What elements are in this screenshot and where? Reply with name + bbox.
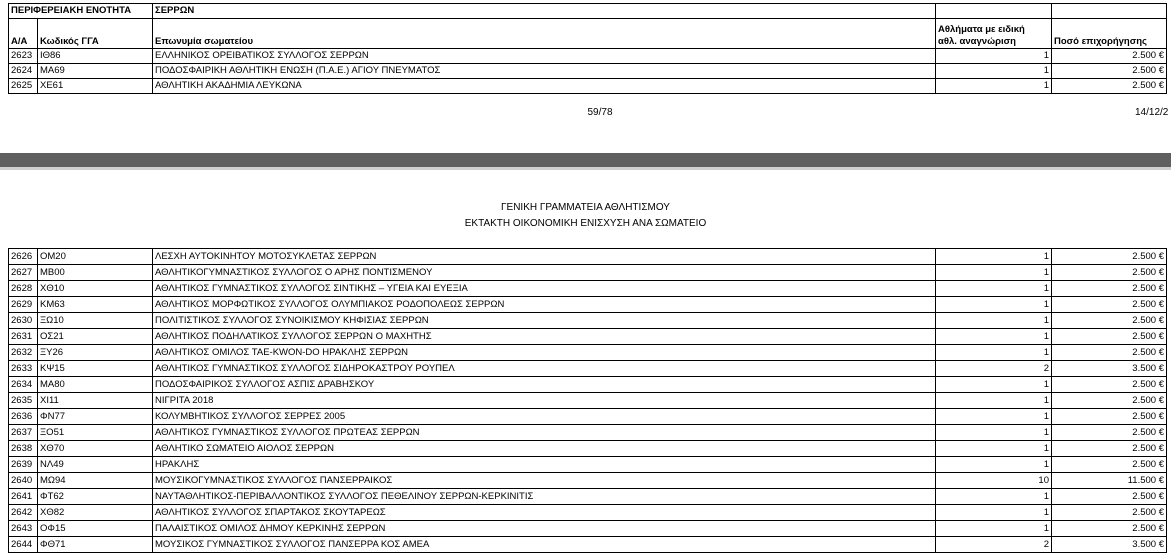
cell-sports: 2 [936,537,1052,553]
document-subtitle: ΕΚΤΑΚΤΗ ΟΙΚΟΝΟΜΙΚΗ ΕΝΙΣΧΥΣΗ ΑΝΑ ΣΩΜΑΤΕΙΟ [464,218,707,229]
cell-name: ΑΘΛΗΤΙΚΟΓΥΜΝΑΣΤΙΚΟΣ ΣΥΛΛΟΓΟΣ Ο ΑΡΗΣ ΠΟΝΤΙΣΜΕΝΟΥ [153,265,936,281]
cell-aa: 2625 [9,79,38,94]
header-name: Επωνυμία σωματείου [153,19,936,49]
table-row [9,297,1167,313]
cell-amount: 2.500 € [1052,313,1167,329]
cell-sports: 1 [936,441,1052,457]
cell-code: ΟΣ21 [38,329,153,345]
cell-name: ΑΘΛΗΤΙΚΟΣ ΠΟΔΗΛΑΤΙΚΟΣ ΣΥΛΛΟΓΟΣ ΣΕΡΡΩΝ Ο ΜΑΧΗΤΗΣ [153,329,936,345]
cell-amount: 2.500 € [1052,249,1167,265]
cell-aa: 2623 [9,49,38,64]
table-row [9,393,1167,409]
cell-sports: 1 [936,457,1052,473]
cell-aa: 2642 [9,505,38,521]
table-row [9,505,1167,521]
header-sports-line1: Αθλήματα με ειδική [938,24,1025,35]
cell-code: ΧΙ11 [38,393,153,409]
header-amount: Ποσό επιχορήγησης [1052,19,1167,49]
cell-code: ΦΤ62 [38,489,153,505]
header-row [9,19,1167,49]
cell-name: ΠΟΔΟΣΦΑΙΡΙΚΟΣ ΣΥΛΛΟΓΟΣ ΑΣΠΙΣ ΔΡΑΒΗΣΚΟΥ [153,377,936,393]
cell-name: ΑΘΛΗΤΙΚΟΣ ΜΟΡΦΩΤΙΚΟΣ ΣΥΛΛΟΓΟΣ ΟΛΥΜΠΙΑΚΟΣ ΡΟΔΟΠΟΛΕΩΣ ΣΕΡΡΩΝ [153,297,936,313]
page-59-rows [9,49,1167,94]
cell-aa: 2637 [9,425,38,441]
cell-name: ΠΑΛΑΙΣΤΙΚΟΣ ΟΜΙΛΟΣ ΔΗΜΟΥ ΚΕΡΚΙΝΗΣ ΣΕΡΡΩΝ [153,521,936,537]
cell-code: ΧΘ82 [38,505,153,521]
cell-amount: 2.500 € [1052,64,1167,79]
cell-name: ΑΘΛΗΤΙΚΟΣ ΓΥΜΝΑΣΤΙΚΟΣ ΣΥΛΛΟΓΟΣ ΣΙΝΤΙΚΗΣ – ΥΓΕΙΑ ΚΑΙ ΕΥΕΞΙΑ [153,281,936,297]
cell-aa: 2639 [9,457,38,473]
table-row [9,521,1167,537]
cell-sports: 1 [936,425,1052,441]
cell-name: ΕΛΛΗΝΙΚΟΣ ΟΡΕΙΒΑΤΙΚΟΣ ΣΥΛΛΟΓΟΣ ΣΕΡΡΩΝ [153,49,936,64]
print-date: 14/12/2 [1135,107,1169,118]
table-row [9,489,1167,505]
cell-amount: 2.500 € [1052,505,1167,521]
cell-name: ΑΘΛΗΤΙΚΟΣ ΟΜΙΛΟΣ ΤΑΕ-KWON-DO ΗΡΑΚΛΗΣ ΣΕΡΡΩΝ [153,345,936,361]
cell-aa: 2634 [9,377,38,393]
region-row [9,4,1167,19]
cell-amount: 2.500 € [1052,489,1167,505]
cell-sports: 1 [936,249,1052,265]
table-row [9,64,1167,79]
cell-name: ΑΘΛΗΤΙΚΟΣ ΓΥΜΝΑΣΤΙΚΟΣ ΣΥΛΛΟΓΟΣ ΣΙΔΗΡΟΚΑΣΤΡΟΥ ΡΟΥΠΕΛ [153,361,936,377]
cell-aa: 2641 [9,489,38,505]
region-value: ΣΕΡΡΩΝ [153,4,936,19]
cell-sports: 2 [936,361,1052,377]
cell-name: ΑΘΛΗΤΙΚΗ ΑΚΑΔΗΜΙΑ ΛΕΥΚΩΝΑ [153,79,936,94]
cell-amount: 2.500 € [1052,297,1167,313]
cell-code: ΧΘ70 [38,441,153,457]
cell-code: ΜΒ00 [38,265,153,281]
cell-code: ΧΘ10 [38,281,153,297]
cell-name: ΠΟΛΙΤΙΣΤΙΚΟΣ ΣΥΛΛΟΓΟΣ ΣΥΝΟΙΚΙΣΜΟΥ ΚΗΦΙΣΙΑΣ ΣΕΡΡΩΝ [153,313,936,329]
table-row [9,79,1167,94]
cell-name: ΜΟΥΣΙΚΟΣ ΓΥΜΝΑΣΤΙΚΟΣ ΣΥΛΛΟΓΟΣ ΠΑΝΣΕΡΡΑ ΚΟΣ ΑΜΕΑ [153,537,936,553]
cell-name: ΝΑΥΤΑΘΛΗΤΙΚΟΣ-ΠΕΡΙΒΑΛΛΟΝΤΙΚΟΣ ΣΥΛΛΟΓΟΣ ΠΕΘΕΛΙΝΟΥ ΣΕΡΡΩΝ-ΚΕΡΚΙΝΙΤΙΣ [153,489,936,505]
page-separator [0,153,1171,167]
cell-aa: 2626 [9,249,38,265]
cell-amount: 2.500 € [1052,49,1167,64]
cell-name: ΚΟΛΥΜΒΗΤΙΚΟΣ ΣΥΛΛΟΓΟΣ ΣΕΡΡΕΣ 2005 [153,409,936,425]
header-sports-line2: αθλ. αναγνώριση [938,36,1016,47]
table-row [9,441,1167,457]
cell-code: ΙΘ86 [38,49,153,64]
cell-sports: 1 [936,79,1052,94]
clubs-table-page-60 [8,248,1167,553]
cell-amount: 2.500 € [1052,409,1167,425]
header-sports [936,19,1052,49]
cell-code: ΜΑ69 [38,64,153,79]
cell-name: ΜΟΥΣΙΚΟΓΥΜΝΑΣΤΙΚΟΣ ΣΥΛΛΟΓΟΣ ΠΑΝΣΕΡΡΑΙΚΟΣ [153,473,936,489]
cell-aa: 2627 [9,265,38,281]
cell-name: ΗΡΑΚΛΗΣ [153,457,936,473]
cell-code: ΦΘ71 [38,537,153,553]
region-label: ΠΕΡΙΦΕΡΕΙΑΚΗ ΕΝΟΤΗΤΑ [9,4,153,19]
table-row [9,473,1167,489]
cell-code: ΟΜ20 [38,249,153,265]
cell-aa: 2635 [9,393,38,409]
cell-aa: 2636 [9,409,38,425]
cell-name: ΠΟΔΟΣΦΑΙΡΙΚΗ ΑΘΛΗΤΙΚΗ ΕΝΩΣΗ (Π.Α.Ε.) ΑΓΙΟΥ ΠΝΕΥΜΑΤΟΣ [153,64,936,79]
cell-code: ΚΜ63 [38,297,153,313]
table-row [9,281,1167,297]
cell-amount: 2.500 € [1052,393,1167,409]
cell-sports: 1 [936,64,1052,79]
table-row [9,249,1167,265]
cell-aa: 2638 [9,441,38,457]
cell-sports: 1 [936,329,1052,345]
cell-aa: 2643 [9,521,38,537]
cell-amount: 2.500 € [1052,329,1167,345]
table-row [9,457,1167,473]
cell-amount: 11.500 € [1052,473,1167,489]
cell-sports: 1 [936,377,1052,393]
page-separator-shadow [0,167,1171,170]
cell-sports: 10 [936,473,1052,489]
table-row [9,329,1167,345]
cell-aa: 2628 [9,281,38,297]
cell-code: ΜΑ80 [38,377,153,393]
cell-code: ΞΥ26 [38,345,153,361]
cell-name: ΑΘΛΗΤΙΚΟ ΣΩΜΑΤΕΙΟ ΑΙΟΛΟΣ ΣΕΡΡΩΝ [153,441,936,457]
table-row [9,409,1167,425]
cell-aa: 2624 [9,64,38,79]
cell-sports: 1 [936,409,1052,425]
cell-aa: 2631 [9,329,38,345]
cell-name: ΛΕΣΧΗ ΑΥΤΟΚΙΝΗΤΟΥ ΜΟΤΟΣΥΚΛΕΤΑΣ ΣΕΡΡΩΝ [153,249,936,265]
cell-sports: 1 [936,265,1052,281]
document-title: ΓΕΝΙΚΗ ΓΡΑΜΜΑΤΕΙΑ ΑΘΛΗΤΙΣΜΟΥ [501,202,670,213]
table-row [9,313,1167,329]
table-row [9,377,1167,393]
cell-amount: 2.500 € [1052,345,1167,361]
cell-code: ΚΨ15 [38,361,153,377]
cell-aa: 2632 [9,345,38,361]
cell-amount: 2.500 € [1052,457,1167,473]
cell-sports: 1 [936,281,1052,297]
header-aa: Α/Α [9,19,38,49]
cell-sports: 1 [936,297,1052,313]
cell-code: ΟΦ15 [38,521,153,537]
cell-name: ΝΙΓΡΙΤΑ 2018 [153,393,936,409]
cell-name: ΑΘΛΗΤΙΚΟΣ ΣΥΛΛΟΓΟΣ ΣΠΑΡΤΑΚΟΣ ΣΚΟΥΤΑΡΕΩΣ [153,505,936,521]
cell-code: ΞΟ51 [38,425,153,441]
cell-amount: 2.500 € [1052,425,1167,441]
header-code: Κωδικός ΓΓΑ [38,19,153,49]
clubs-table-page-59 [8,3,1167,94]
cell-amount: 2.500 € [1052,265,1167,281]
table-row [9,345,1167,361]
cell-sports: 1 [936,521,1052,537]
cell-sports: 1 [936,313,1052,329]
cell-aa: 2640 [9,473,38,489]
cell-amount: 2.500 € [1052,79,1167,94]
cell-sports: 1 [936,345,1052,361]
cell-sports: 1 [936,489,1052,505]
cell-sports: 1 [936,505,1052,521]
cell-aa: 2644 [9,537,38,553]
table-row [9,425,1167,441]
cell-sports: 1 [936,393,1052,409]
cell-aa: 2633 [9,361,38,377]
cell-amount: 3.500 € [1052,537,1167,553]
cell-code: ΜΩ94 [38,473,153,489]
table-row [9,537,1167,553]
cell-code: ΧΕ61 [38,79,153,94]
cell-amount: 3.500 € [1052,361,1167,377]
table-row [9,265,1167,281]
cell-amount: 2.500 € [1052,521,1167,537]
cell-name: ΑΘΛΗΤΙΚΟΣ ΓΥΜΝΑΣΤΙΚΟΣ ΣΥΛΛΟΓΟΣ ΠΡΩΤΕΑΣ ΣΕΡΡΩΝ [153,425,936,441]
cell-amount: 2.500 € [1052,281,1167,297]
table-row [9,361,1167,377]
cell-sports: 1 [936,49,1052,64]
cell-code: ΞΩ10 [38,313,153,329]
table-row [9,49,1167,64]
cell-amount: 2.500 € [1052,377,1167,393]
page-number: 59/78 [587,107,613,118]
cell-code: ΦΝ77 [38,409,153,425]
cell-code: ΝΛ49 [38,457,153,473]
cell-aa: 2630 [9,313,38,329]
cell-aa: 2629 [9,297,38,313]
cell-amount: 2.500 € [1052,441,1167,457]
page-60-rows [9,249,1167,553]
